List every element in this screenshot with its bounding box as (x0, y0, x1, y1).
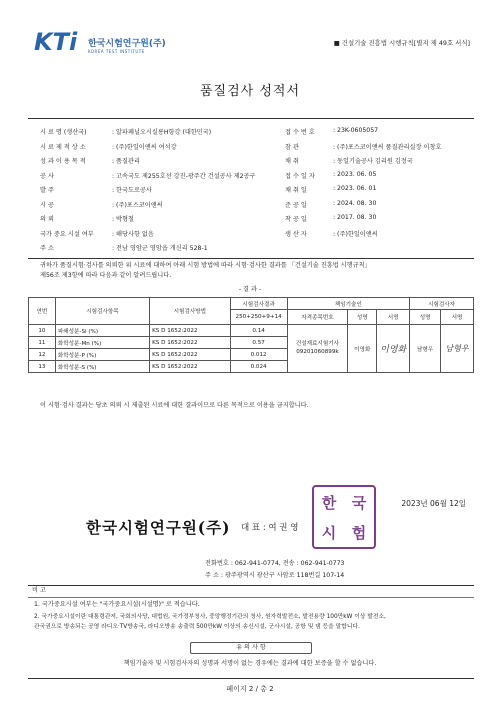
intro-line-1: 귀하가 품질시험·검사를 의뢰한 위 시료에 대하여 아래 시험 방법에 따라 시험·검사한 결과를 「건설기술 진흥법 시행규칙」 (40, 262, 371, 269)
col-inspector-sign: 서명 (441, 310, 474, 325)
fields-divider (28, 258, 474, 259)
tester-name: 이영화 (348, 325, 377, 373)
field-row (40, 200, 163, 209)
row-method: KS D 1652:2022 (150, 361, 231, 373)
field-value: : 전남 영암군 영암읍 개신리 528-1 (112, 245, 208, 252)
field-value: : 2024. 08. 30 (333, 199, 377, 207)
field-label: 접 수 일 자 (285, 172, 315, 180)
field-value: : (주)포스코이앤씨 품질관리실장 이창호 (333, 143, 442, 151)
result-heading: - 결 과 - (238, 286, 262, 293)
page-footer: 페이지 2 / 총 2 (226, 685, 274, 693)
field-label: 준 공 일 (285, 201, 307, 209)
col-item: 시험검사항목 (55, 298, 149, 325)
field-label: 착 공 일 (285, 216, 307, 223)
field-row (40, 142, 177, 151)
field-value: : 23K-0605057 (333, 127, 379, 134)
field-value: : 한국도로공사 (112, 187, 152, 194)
seal-char: 한 (321, 493, 337, 512)
col-inspector-name: 성명 (410, 310, 441, 325)
inspector-signature-text: 남형우 (445, 344, 469, 353)
tester-qual-number: 09201060899k (296, 348, 339, 355)
row-item: 화학성분-S (%) (55, 361, 149, 373)
tester-signature (377, 325, 410, 373)
field-value: : 2023. 06. 01 (333, 185, 377, 192)
field-row (40, 243, 208, 252)
field-row (285, 214, 376, 223)
field-row (40, 156, 140, 165)
remarks-divider (28, 597, 474, 598)
row-result: 0.012 (230, 349, 287, 361)
tester-signature-text: 이영화 (380, 345, 407, 355)
seal-chars (314, 487, 374, 547)
field-row (285, 127, 378, 136)
row-result: 0.57 (230, 337, 287, 349)
inspector-name: 남형우 (410, 325, 441, 373)
col-tester-name: 성명 (348, 310, 377, 325)
col-inspector-group: 시험검사자 (410, 298, 474, 310)
col-result-group: 시험검사결과 (230, 298, 287, 310)
field-value: : 알파페닐오시실릉H항강 (대한민국) (112, 129, 212, 136)
field-label: 발 주 (40, 187, 54, 194)
row-result: 0.14 (230, 325, 287, 337)
seal-char: 국 (351, 493, 367, 512)
table-row (29, 325, 474, 337)
field-label: 시 료 명 (생산국) (40, 129, 87, 136)
contact-phone: 전화번호 : 062-941-0774, 전송 : 062-941-0773 (205, 560, 345, 567)
field-label: 채 취 (285, 158, 299, 165)
header-org-en: KOREA TEST INSTITUTE (88, 49, 145, 54)
page-title: 품질검사 성적서 (199, 84, 301, 99)
seal-char: 험 (351, 523, 367, 542)
field-row (40, 214, 134, 223)
tester-qual-cell (287, 325, 348, 373)
field-value: : 2017. 08. 30 (333, 214, 377, 221)
row-no: 11 (29, 337, 56, 349)
field-value: : 박형철 (112, 216, 134, 223)
header-org-name (88, 36, 166, 54)
field-row (285, 142, 441, 151)
field-label: 의 뢰 (40, 216, 54, 223)
header-org-kr: 한국시험연구원(주) (88, 39, 166, 49)
row-item: 파쇄성분-Si (%) (55, 325, 149, 337)
row-method: KS D 1652:2022 (150, 337, 231, 349)
field-row (285, 229, 378, 238)
results-table (28, 297, 474, 373)
remarks-title: 비 고 (32, 587, 46, 594)
field-row (40, 229, 154, 238)
row-item: 화학성분-Mn (%) (55, 337, 149, 349)
field-row (285, 171, 376, 180)
row-item: 화학성분-P (%) (55, 349, 149, 361)
notice-title: 유 의 사 항 (190, 642, 312, 654)
row-result: 0.024 (230, 361, 287, 373)
field-row (285, 200, 376, 209)
intro-line-2: 제56조 제3항에 따라 다음과 같이 알려드립니다. (40, 272, 172, 279)
col-result-sub: 250+250+9+14 (230, 310, 287, 325)
signatory-org: 한국시험연구원(주) (86, 518, 231, 537)
field-label: 성 과 이 용 목 적 (40, 158, 86, 165)
field-value: : (주)한일이앤씨 여석강 (112, 143, 177, 151)
row-method: KS D 1652:2022 (150, 349, 231, 361)
field-value: : 품질관리 (112, 158, 140, 165)
notice-text: 책임기술자 및 시험검사자의 성명과 서명이 없는 경우에는 결과에 대한 보증을 할 수 없습니다. (123, 660, 377, 667)
field-value: : 해당사항 없음 (112, 230, 154, 238)
remarks-line-1: 1. 국가중요시설 여부는 "국가중요시설(시설명)" 로 적습니다. (34, 601, 200, 608)
field-label: 접 수 번 호 (285, 129, 315, 136)
field-label: 생 산 자 (285, 230, 307, 238)
field-row (40, 185, 152, 194)
row-method: KS D 1652:2022 (150, 325, 231, 337)
field-label: 주 소 (40, 245, 54, 252)
field-label: 시 료 제 적 상 소 (40, 143, 86, 151)
field-row (40, 171, 255, 180)
col-method: 시험검사방법 (150, 298, 231, 325)
seal-char: 시 (321, 523, 337, 542)
tester-qual-name: 건설재료시험기사 (295, 340, 340, 347)
logo-text: KTi (34, 28, 78, 56)
field-label: 국가 중요 시설 여부 (40, 230, 94, 238)
field-label: 참 관 (285, 143, 299, 151)
row-no: 13 (29, 361, 56, 373)
field-label: 채 취 일 (285, 187, 307, 194)
inspector-signature (441, 325, 474, 373)
remarks-line-2: 2. 국가중요시설이란 대통령관저, 국회의사당, 대법원, 국가정부청사, 중앙행정기관의 청사, 원자력발전소, 발전용량 100만kW 이상 발전소, (34, 614, 386, 620)
field-value: : 2023. 06. 05 (333, 170, 377, 178)
field-label: 시 공 (40, 201, 54, 209)
official-seal (312, 485, 376, 549)
field-value: : 고속국도 제255호선 강진-광주간 건설공사 제2공구 (112, 172, 256, 180)
contact-address: 주 소 : 광주광역시 광산구 사암로 118번길 107-14 (205, 572, 345, 579)
title-divider (28, 118, 474, 119)
field-row (285, 156, 413, 165)
field-row (40, 127, 211, 136)
field-value: : 동일기술공사 김리원 김정국 (333, 158, 413, 165)
signatory-rep: 대 표 : 여 권 영 (241, 523, 299, 533)
issue-date: 2023년 06월 12일 (401, 499, 466, 508)
col-tester-group: 책임기술인 (287, 298, 410, 310)
kti-logo (34, 28, 77, 56)
col-tester-sign: 서명 (377, 310, 410, 325)
col-tester-qual: 자격종목번호 (287, 310, 348, 325)
field-value: : (주)한일이앤씨 (333, 230, 378, 238)
remarks-line-3: 관국권으로 방송되는 공영 라디오·TV방송국, 라디오방송 송출력 500만kW 이상의 송신시설, 군사시설, 공항 및 댐 등을 말합니다. (34, 624, 360, 630)
row-no: 10 (29, 325, 56, 337)
field-value: : (주)포스코이앤씨 (112, 201, 163, 209)
form-reference: ■ 건설기술 진흥법 시행규칙[별지 제 49호 서식] (333, 39, 470, 47)
field-label: 공 사 (40, 172, 54, 180)
field-row (285, 185, 376, 194)
col-no: 연번 (29, 298, 56, 325)
row-no: 12 (29, 349, 56, 361)
disclaimer: 이 시험·검사 결과는 당초 의뢰 시 제출된 시료에 대한 결과이므로 다른 목적으로 이용을 금지합니다. (40, 402, 309, 409)
